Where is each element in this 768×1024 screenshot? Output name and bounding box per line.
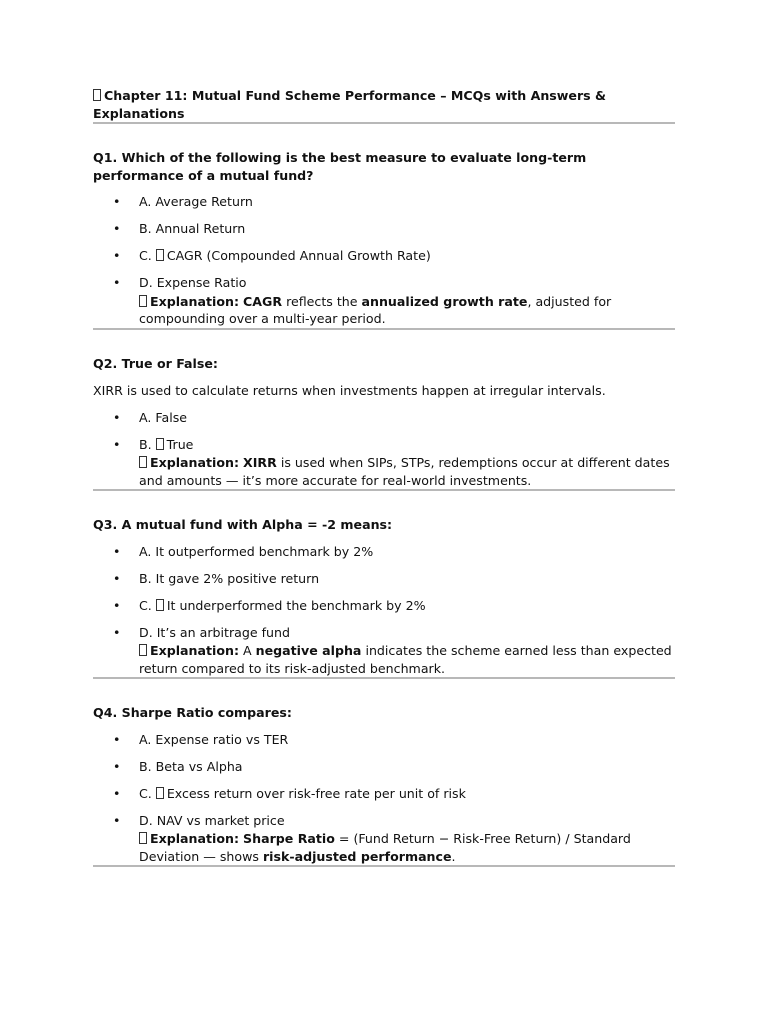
document-content <box>93 87 675 867</box>
question-text: Q2. True or False: <box>93 355 218 371</box>
option-a: • A. False <box>93 409 675 427</box>
option-b: • B. Annual Return <box>93 220 675 238</box>
square-glyph-icon <box>156 787 164 799</box>
explanation-label: Explanation: <box>150 293 240 309</box>
document-title-text: Chapter 11: Mutual Fund Scheme Performance – MCQs with Answers & Explanations <box>93 88 607 121</box>
question-block-3 <box>93 491 675 679</box>
option-b: • B. It gave 2% positive return <box>93 570 675 588</box>
divider <box>93 865 675 867</box>
correct-answer-text: True <box>166 436 194 452</box>
options-list <box>93 193 675 328</box>
question-block-1 <box>93 124 675 330</box>
square-glyph-icon <box>139 644 147 656</box>
explanation-label: Explanation: <box>150 831 240 846</box>
option-b: • B. Beta vs Alpha <box>93 758 675 776</box>
square-glyph-icon <box>139 295 147 307</box>
question-block-4 <box>93 679 675 867</box>
question-text: Q4. Sharpe Ratio compares: <box>93 705 292 720</box>
option-b-correct: • B. True Explanation: XIRR is used when SIPs, STPs, redemptions occur at different dates and amounts — it’s more accurate for real-world investments. <box>93 436 675 490</box>
question-block-2 <box>93 330 675 492</box>
option-d: • D. It’s an arbitrage fund Explanation: A negative alpha indicates the scheme earned less than expected return compared to its risk-adjusted benchmark. <box>93 624 675 678</box>
explanation-label: Explanation: <box>150 643 240 658</box>
correct-answer-text: Excess return over risk-free rate per unit of risk <box>166 785 466 801</box>
explanation-label: Explanation: <box>150 455 240 470</box>
square-glyph-icon <box>93 89 101 101</box>
document-title <box>93 87 675 122</box>
question-statement: XIRR is used to calculate returns when investments happen at irregular intervals. <box>93 383 606 398</box>
explanation: Explanation: CAGR reflects the annualized growth rate, adjusted for compounding over a multi-year period. <box>139 293 612 326</box>
options-list <box>93 543 675 678</box>
correct-answer-text: It underperformed the benchmark by 2% <box>166 597 426 613</box>
question-text: Q1. Which of the following is the best measure to evaluate long-term performance of a mutual fund? <box>93 150 587 183</box>
square-glyph-icon <box>139 832 147 844</box>
explanation: Explanation: A negative alpha indicates the scheme earned less than expected return compared to its risk-adjusted benchmark. <box>139 643 672 676</box>
option-d: • D. NAV vs market price Explanation: Sharpe Ratio = (Fund Return − Risk-Free Return) / Standard Deviation — shows risk-adjusted performance. <box>93 812 675 866</box>
option-a: • A. It outperformed benchmark by 2% <box>93 543 675 561</box>
options-list <box>93 731 675 866</box>
option-d: • D. Expense Ratio Explanation: CAGR reflects the annualized growth rate, adjusted for compounding over a multi-year period. <box>93 274 675 328</box>
option-a: • A. Average Return <box>93 193 675 211</box>
options-list <box>93 409 675 490</box>
square-glyph-icon <box>156 249 164 261</box>
option-c-correct: • C. Excess return over risk-free rate per unit of risk <box>93 785 675 803</box>
square-glyph-icon <box>156 599 164 611</box>
option-c-correct: • C. It underperformed the benchmark by 2% <box>93 597 675 615</box>
option-c-correct: • C. CAGR (Compounded Annual Growth Rate) <box>93 247 675 265</box>
explanation: Explanation: Sharpe Ratio = (Fund Return − Risk-Free Return) / Standard Deviation — shows risk-adjusted performance. <box>139 831 631 864</box>
correct-answer-text: CAGR (Compounded Annual Growth Rate) <box>166 248 431 263</box>
question-text: Q3. A mutual fund with Alpha = -2 means: <box>93 517 393 532</box>
square-glyph-icon <box>139 456 147 468</box>
option-a: • A. Expense ratio vs TER <box>93 731 675 749</box>
square-glyph-icon <box>156 438 164 450</box>
explanation: Explanation: XIRR is used when SIPs, STPs, redemptions occur at different dates and amounts — it’s more accurate for real-world investments. <box>139 455 670 488</box>
